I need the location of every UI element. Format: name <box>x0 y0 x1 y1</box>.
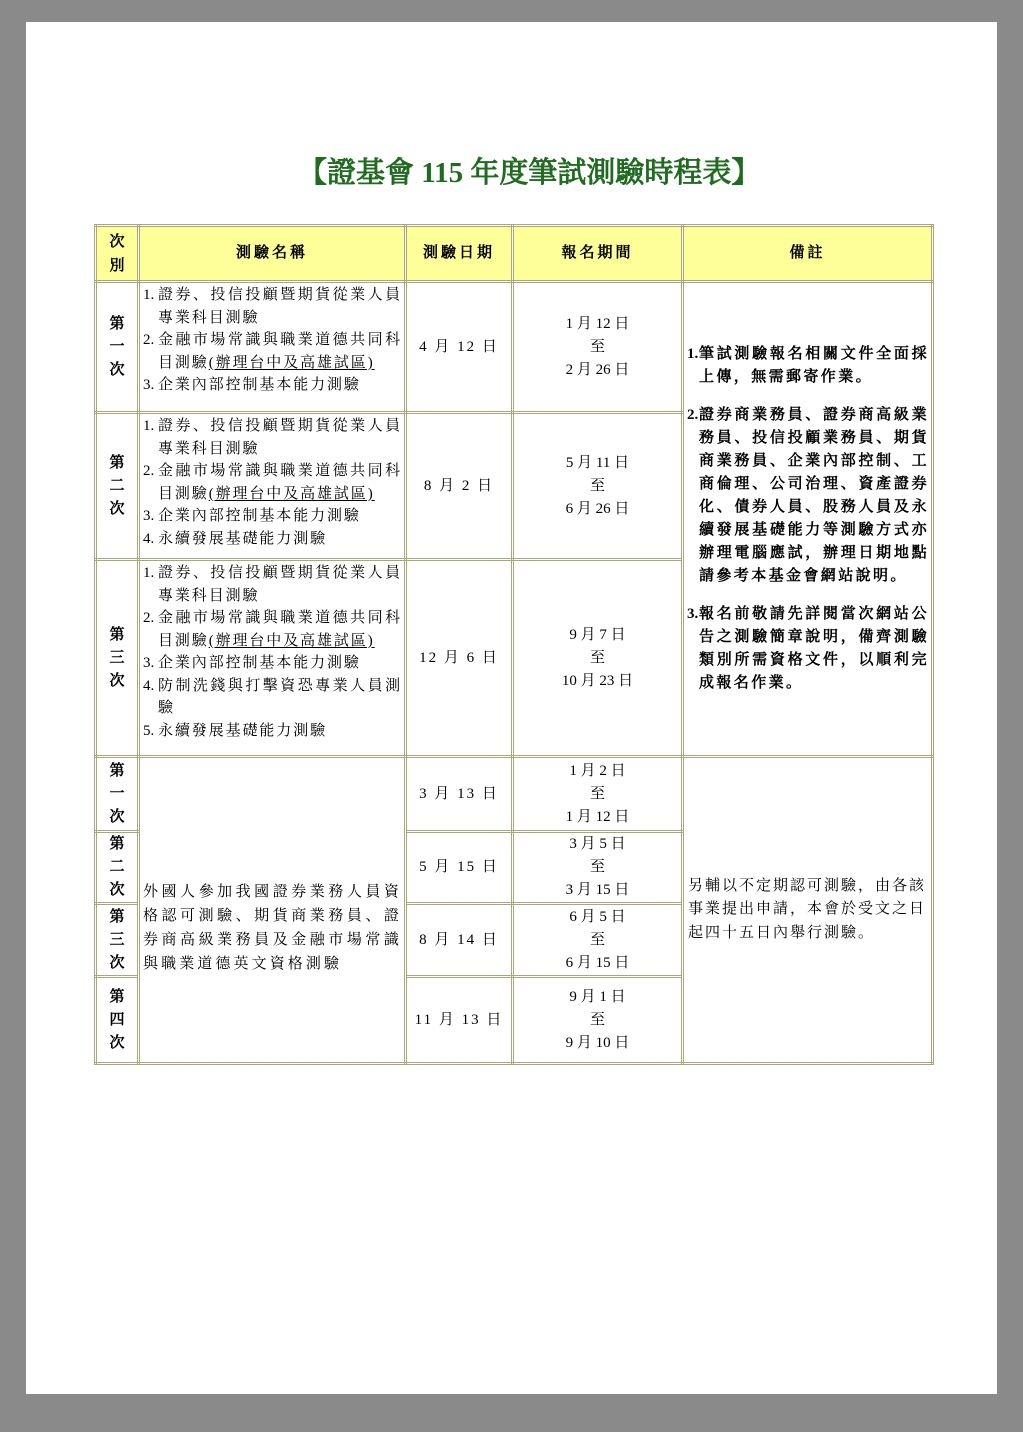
subject-venue-note: (辦理台中及高雄試區) <box>208 354 375 371</box>
remark-text: 證券商業務員、證券商高級業務員、投信投顧業務員、期貨商業務員、企業內部控制、工商倫理、公司治理、資產證券化、債券人員、股務人員及永續發展基礎能力等測驗方式亦辦理電腦應試，辦理日期地點請參考本基金會網站說明。 <box>699 407 929 584</box>
subject-number: 2. <box>143 463 155 479</box>
subject-name <box>158 505 402 528</box>
registration-cell <box>513 757 683 832</box>
remark-number: 2. <box>687 407 699 423</box>
subject-name <box>158 374 402 397</box>
registration-end: 3 月 15 日 <box>565 882 630 898</box>
header-session-label: 次別 <box>109 233 125 274</box>
remark-text: 報名前敬請先詳閱當次網站公告之測驗簡章說明，備齊測驗類別所需資格文件，以順利完成報名作業。 <box>699 606 929 691</box>
remark-item <box>687 603 929 695</box>
subject-number: 2. <box>143 332 155 348</box>
exam-date-cell: 4 月 12 日 <box>406 282 513 413</box>
subject-number: 3. <box>143 655 155 671</box>
remarks-cell <box>683 282 933 757</box>
subject-name <box>158 284 402 329</box>
session-label: 第三次 <box>109 908 125 971</box>
subject-name-text: 企業內部控制基本能力測驗 <box>158 377 361 393</box>
session-cell <box>96 282 139 413</box>
header-remarks: 備註 <box>683 226 933 282</box>
registration-cell <box>513 904 683 977</box>
subject-name <box>158 720 402 743</box>
registration-cell <box>513 560 683 757</box>
session-label: 第二次 <box>109 836 125 898</box>
session-cell <box>96 413 139 560</box>
subject-number: 3. <box>143 377 155 393</box>
subject-name-text: 企業內部控制基本能力測驗 <box>158 655 361 671</box>
subject-item <box>143 415 402 460</box>
registration-start: 9 月 7 日 <box>569 626 626 643</box>
subject-name-text: 金融市場常識與職業道德共同科目測驗 <box>158 332 402 371</box>
remark-number: 3. <box>687 606 699 622</box>
subject-name <box>158 460 402 505</box>
header-exam-name: 測驗名稱 <box>139 226 406 282</box>
subject-item <box>143 562 402 607</box>
foreign-remarks: 另輔以不定期認可測驗，由各該事業提出申請，本會於受文之日起四十五日內舉行測驗。 <box>683 757 933 1064</box>
subject-item <box>143 284 402 329</box>
subject-name <box>158 652 402 675</box>
subject-item <box>143 505 402 528</box>
subject-name-text: 金融市場常識與職業道德共同科目測驗 <box>158 610 402 649</box>
subject-name <box>158 528 402 551</box>
exam-name-cell <box>139 282 406 413</box>
subject-number: 4. <box>143 530 155 547</box>
registration-separator: 至 <box>589 785 605 802</box>
subject-item <box>143 675 402 720</box>
session-cell <box>96 832 139 904</box>
registration-cell <box>513 413 683 560</box>
registration-end: 6 月 26 日 <box>565 500 630 517</box>
subject-item <box>143 720 402 743</box>
remark-item <box>687 404 929 588</box>
session-label: 第二次 <box>109 454 125 517</box>
session-label: 第四次 <box>109 988 125 1051</box>
registration-separator: 至 <box>589 859 605 875</box>
subject-item <box>143 460 402 505</box>
session-cell <box>96 560 139 757</box>
exam-date-cell: 3 月 13 日 <box>406 757 513 832</box>
registration-separator: 至 <box>589 338 605 355</box>
subject-name-text: 證券、投信投顧暨期貨從業人員專業科目測驗 <box>158 565 402 604</box>
subject-item <box>143 329 402 374</box>
subject-name-text: 防制洗錢與打擊資恐專業人員測驗 <box>158 677 402 716</box>
exam-date-cell: 8 月 2 日 <box>406 413 513 560</box>
subject-name <box>158 607 402 652</box>
table-row <box>96 757 933 832</box>
registration-start: 9 月 1 日 <box>569 988 626 1005</box>
remark-item <box>687 343 929 389</box>
remark-text: 筆試測驗報名相關文件全面採上傳，無需郵寄作業。 <box>699 346 929 385</box>
exam-date-cell: 8 月 14 日 <box>406 904 513 977</box>
subject-name <box>158 329 402 374</box>
subject-venue-note: (辦理台中及高雄試區) <box>208 632 375 649</box>
document-page <box>26 22 997 1394</box>
subject-name-text: 永續發展基礎能力測驗 <box>158 530 328 547</box>
registration-end: 2 月 26 日 <box>565 361 630 378</box>
registration-separator: 至 <box>589 1011 605 1028</box>
exam-date-cell: 11 月 13 日 <box>406 977 513 1064</box>
subject-number: 1. <box>143 287 155 303</box>
registration-end: 10 月 23 日 <box>561 672 634 689</box>
subject-name-text: 永續發展基礎能力測驗 <box>158 722 328 739</box>
subject-name-text: 金融市場常識與職業道德共同科目測驗 <box>158 463 402 502</box>
exam-date-cell: 12 月 6 日 <box>406 560 513 757</box>
header-exam-date: 測驗日期 <box>406 226 513 282</box>
registration-separator: 至 <box>589 931 605 948</box>
remark-number: 1. <box>687 346 699 362</box>
session-cell <box>96 757 139 832</box>
exam-name-cell <box>139 413 406 560</box>
subject-name <box>158 415 402 460</box>
table-row <box>96 282 933 413</box>
registration-cell <box>513 832 683 904</box>
page-title: 【證基會 115 年度筆試測驗時程表】 <box>298 157 761 189</box>
subject-number: 4. <box>143 677 155 694</box>
subject-number: 1. <box>143 565 155 581</box>
subject-name <box>158 675 402 720</box>
subject-number: 2. <box>143 610 155 626</box>
subject-item <box>143 607 402 652</box>
subject-name-text: 企業內部控制基本能力測驗 <box>158 508 361 524</box>
registration-separator: 至 <box>589 477 605 494</box>
subject-number: 1. <box>143 418 155 434</box>
registration-end: 6 月 15 日 <box>565 954 630 971</box>
subject-venue-note: (辦理台中及高雄試區) <box>208 485 375 502</box>
header-session <box>96 226 139 282</box>
registration-start: 5 月 11 日 <box>565 454 630 471</box>
subject-name <box>158 562 402 607</box>
registration-separator: 至 <box>589 649 605 666</box>
session-label: 第一次 <box>109 762 125 825</box>
foreign-exam-name: 外國人參加我國證券業務人員資格認可測驗、期貨商業務員、證券商高級業務員及金融市場常識與職業道德英文資格測驗 <box>139 757 406 1064</box>
subject-item <box>143 528 402 551</box>
registration-end: 9 月 10 日 <box>565 1034 630 1051</box>
subject-number: 3. <box>143 508 155 524</box>
registration-end: 1 月 12 日 <box>565 808 630 825</box>
exam-name-cell <box>139 560 406 757</box>
registration-cell <box>513 977 683 1064</box>
registration-start: 1 月 12 日 <box>565 315 630 332</box>
session-label: 第三次 <box>109 626 125 689</box>
registration-start: 6 月 5 日 <box>569 908 626 925</box>
session-cell <box>96 904 139 977</box>
session-label: 第一次 <box>109 315 125 378</box>
exam-date-cell: 5 月 15 日 <box>406 832 513 904</box>
registration-cell <box>513 282 683 413</box>
registration-start: 3 月 5 日 <box>569 836 626 852</box>
subject-name-text: 證券、投信投顧暨期貨從業人員專業科目測驗 <box>158 287 402 326</box>
subject-name-text: 證券、投信投顧暨期貨從業人員專業科目測驗 <box>158 418 402 457</box>
table-header-row <box>96 226 933 282</box>
subject-item <box>143 374 402 397</box>
exam-schedule-table <box>94 224 934 1065</box>
header-registration-period: 報名期間 <box>513 226 683 282</box>
subject-item <box>143 652 402 675</box>
subject-number: 5. <box>143 722 155 739</box>
session-cell <box>96 977 139 1064</box>
registration-start: 1 月 2 日 <box>569 762 626 779</box>
